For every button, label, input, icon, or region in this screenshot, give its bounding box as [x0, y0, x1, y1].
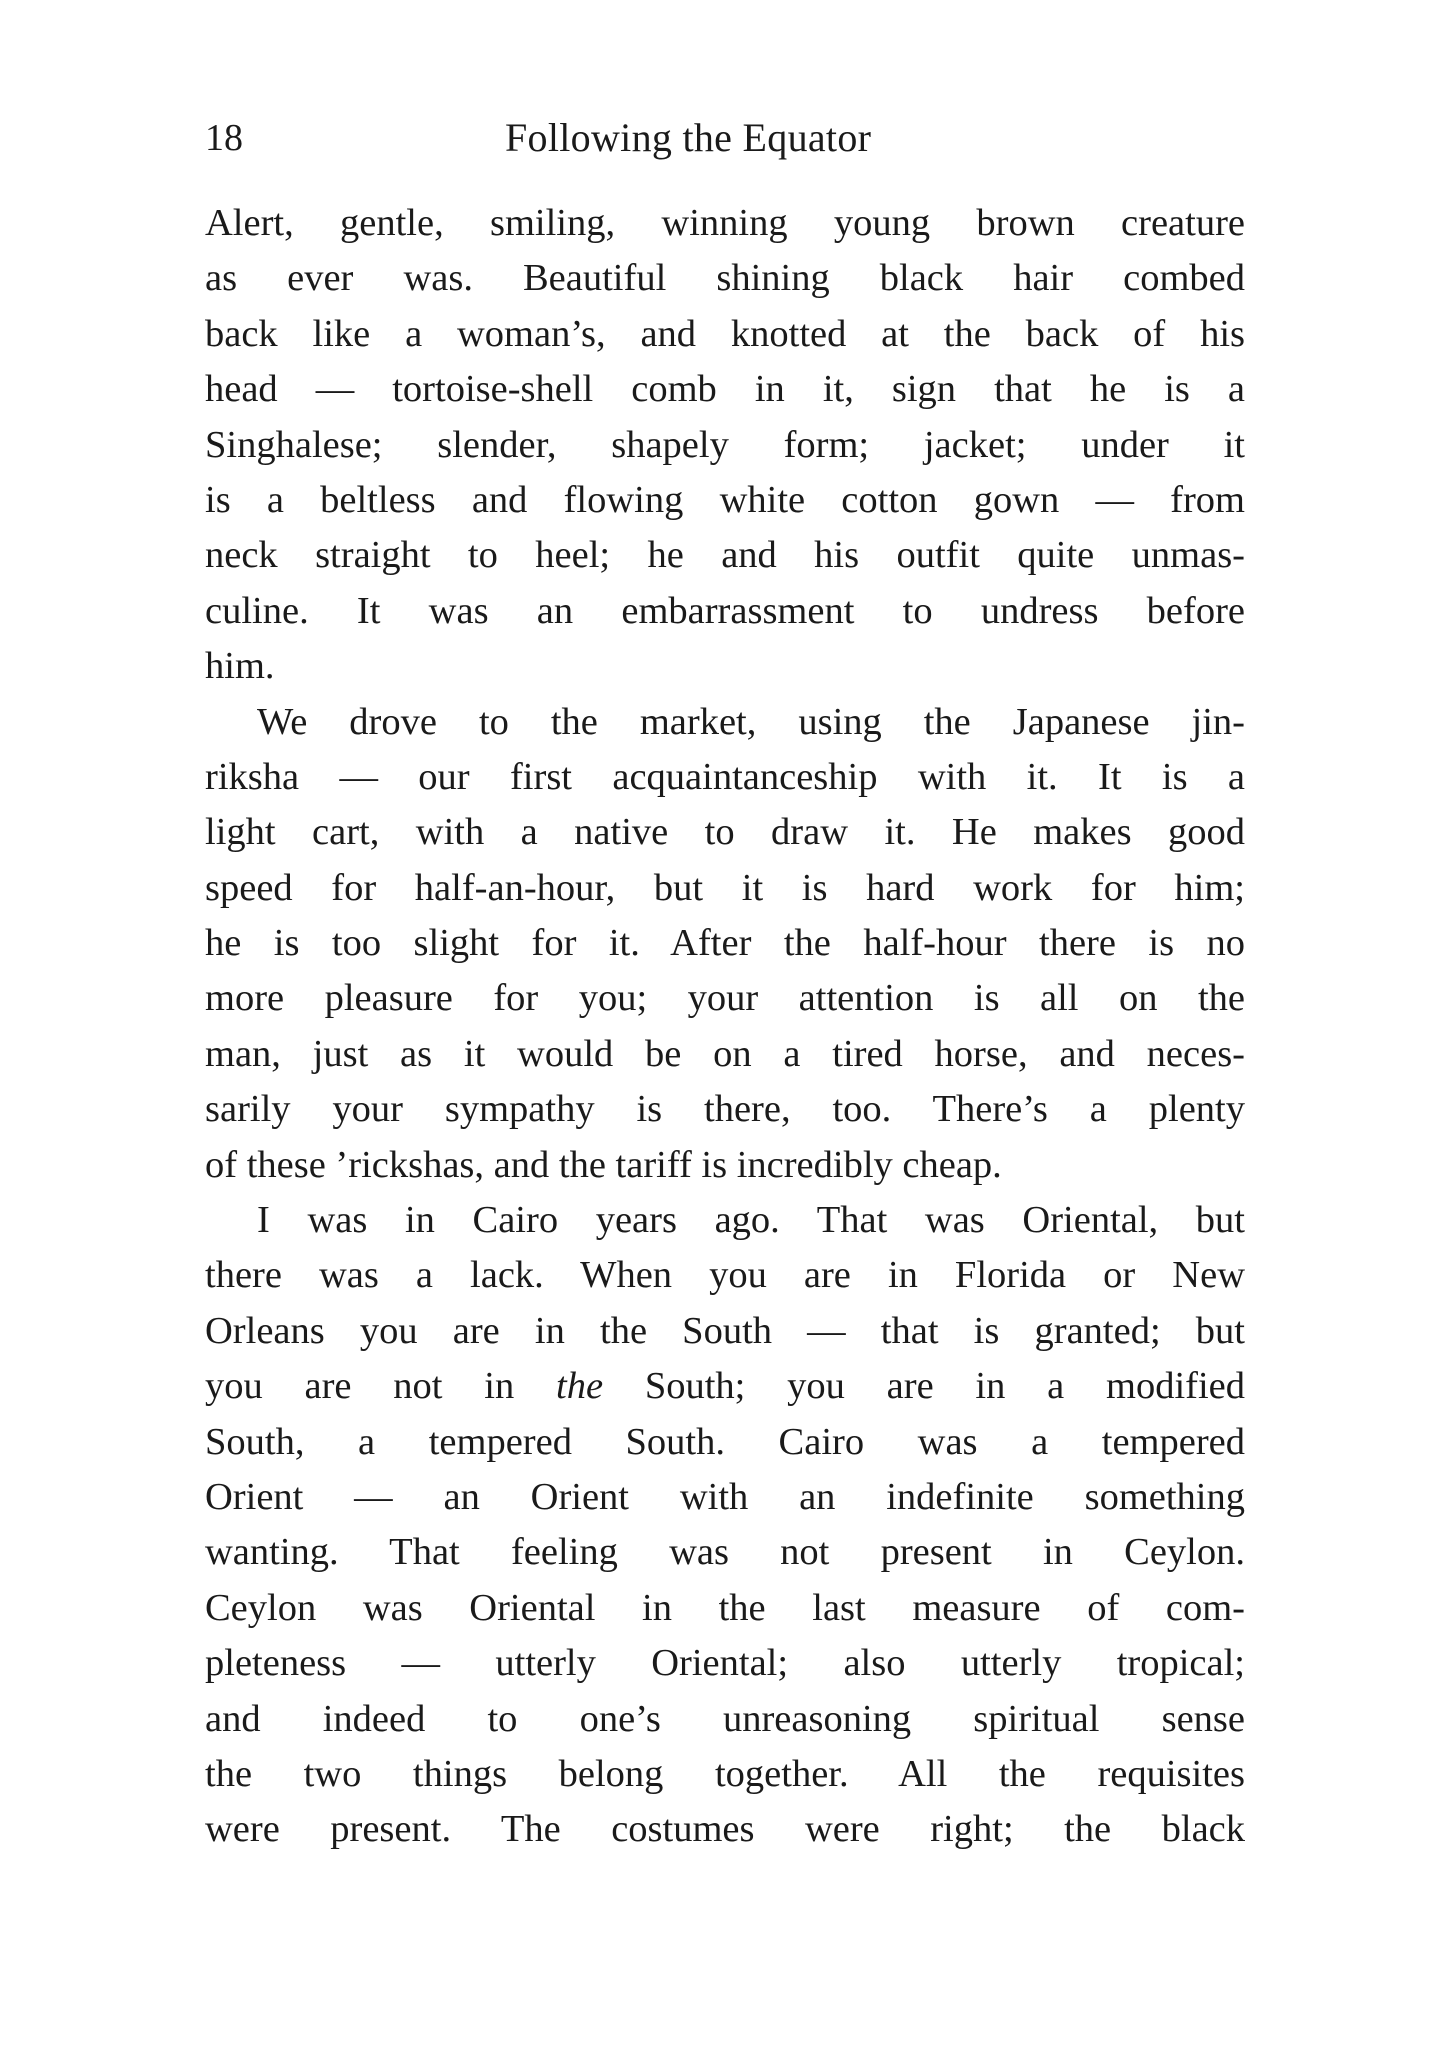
text-line: I was in Cairo years ago. That was Oriental, but	[257, 1199, 1245, 1242]
text-line: speed for half-an-hour, but it is hard work for him;	[205, 866, 1245, 909]
body-text	[205, 196, 1245, 1858]
text-line: pleteness — utterly Oriental; also utterly tropical;	[205, 1642, 1245, 1685]
text-line: sarily your sympathy is there, too. There’s a plenty	[205, 1088, 1245, 1131]
text-line: head — tortoise-shell comb in it, sign that he is a	[205, 368, 1245, 411]
text-line: We drove to the market, using the Japanese jin-	[257, 700, 1245, 743]
text-line: him.	[205, 645, 275, 688]
text-line: wanting. That feeling was not present in Ceylon.	[205, 1531, 1245, 1574]
text-line: light cart, with a native to draw it. He makes good	[205, 811, 1245, 854]
text-line: neck straight to heel; he and his outfit quite unmas-	[205, 534, 1245, 577]
text-line: is a beltless and flowing white cotton gown — from	[205, 478, 1245, 521]
text-segment: you are not in	[205, 1365, 515, 1408]
text-line: back like a woman’s, and knotted at the back of his	[205, 312, 1245, 355]
text-line: South, a tempered South. Cairo was a tempered	[205, 1420, 1245, 1463]
page-number: 18	[205, 117, 243, 159]
text-line: Singhalese; slender, shapely form; jacket; under it	[205, 423, 1245, 466]
italic-word: the	[556, 1365, 604, 1408]
text-line: Orleans you are in the South — that is granted; but	[205, 1309, 1245, 1352]
text-line: the two things belong together. All the requisites	[205, 1752, 1245, 1795]
text-line: of these ’rickshas, and the tariff is incredibly cheap.	[205, 1143, 1002, 1186]
text-line: Ceylon was Oriental in the last measure of com-	[205, 1586, 1245, 1629]
text-line: man, just as it would be on a tired horse, and neces-	[205, 1032, 1245, 1075]
text-line: culine. It was an embarrassment to undress before	[205, 589, 1245, 632]
text-line: were present. The costumes were right; the black	[205, 1808, 1245, 1851]
text-line: Orient — an Orient with an indefinite something	[205, 1475, 1245, 1518]
text-line: riksha — our first acquaintanceship with it. It is a	[205, 755, 1245, 798]
text-line: he is too slight for it. After the half-hour there is no	[205, 922, 1245, 965]
text-line: Alert, gentle, smiling, winning young brown creature	[205, 202, 1245, 244]
text-line-with-italic	[205, 1359, 1245, 1414]
running-head	[205, 108, 1240, 168]
text-line: as ever was. Beautiful shining black hair combed	[205, 257, 1245, 300]
text-line: and indeed to one’s unreasoning spiritual sense	[205, 1697, 1245, 1740]
text-segment: South; you are in a modified	[603, 1365, 1245, 1408]
running-title: Following the Equator	[505, 115, 872, 160]
text-line: there was a lack. When you are in Florida or New	[205, 1254, 1245, 1297]
text-line: more pleasure for you; your attention is all on the	[205, 977, 1245, 1020]
